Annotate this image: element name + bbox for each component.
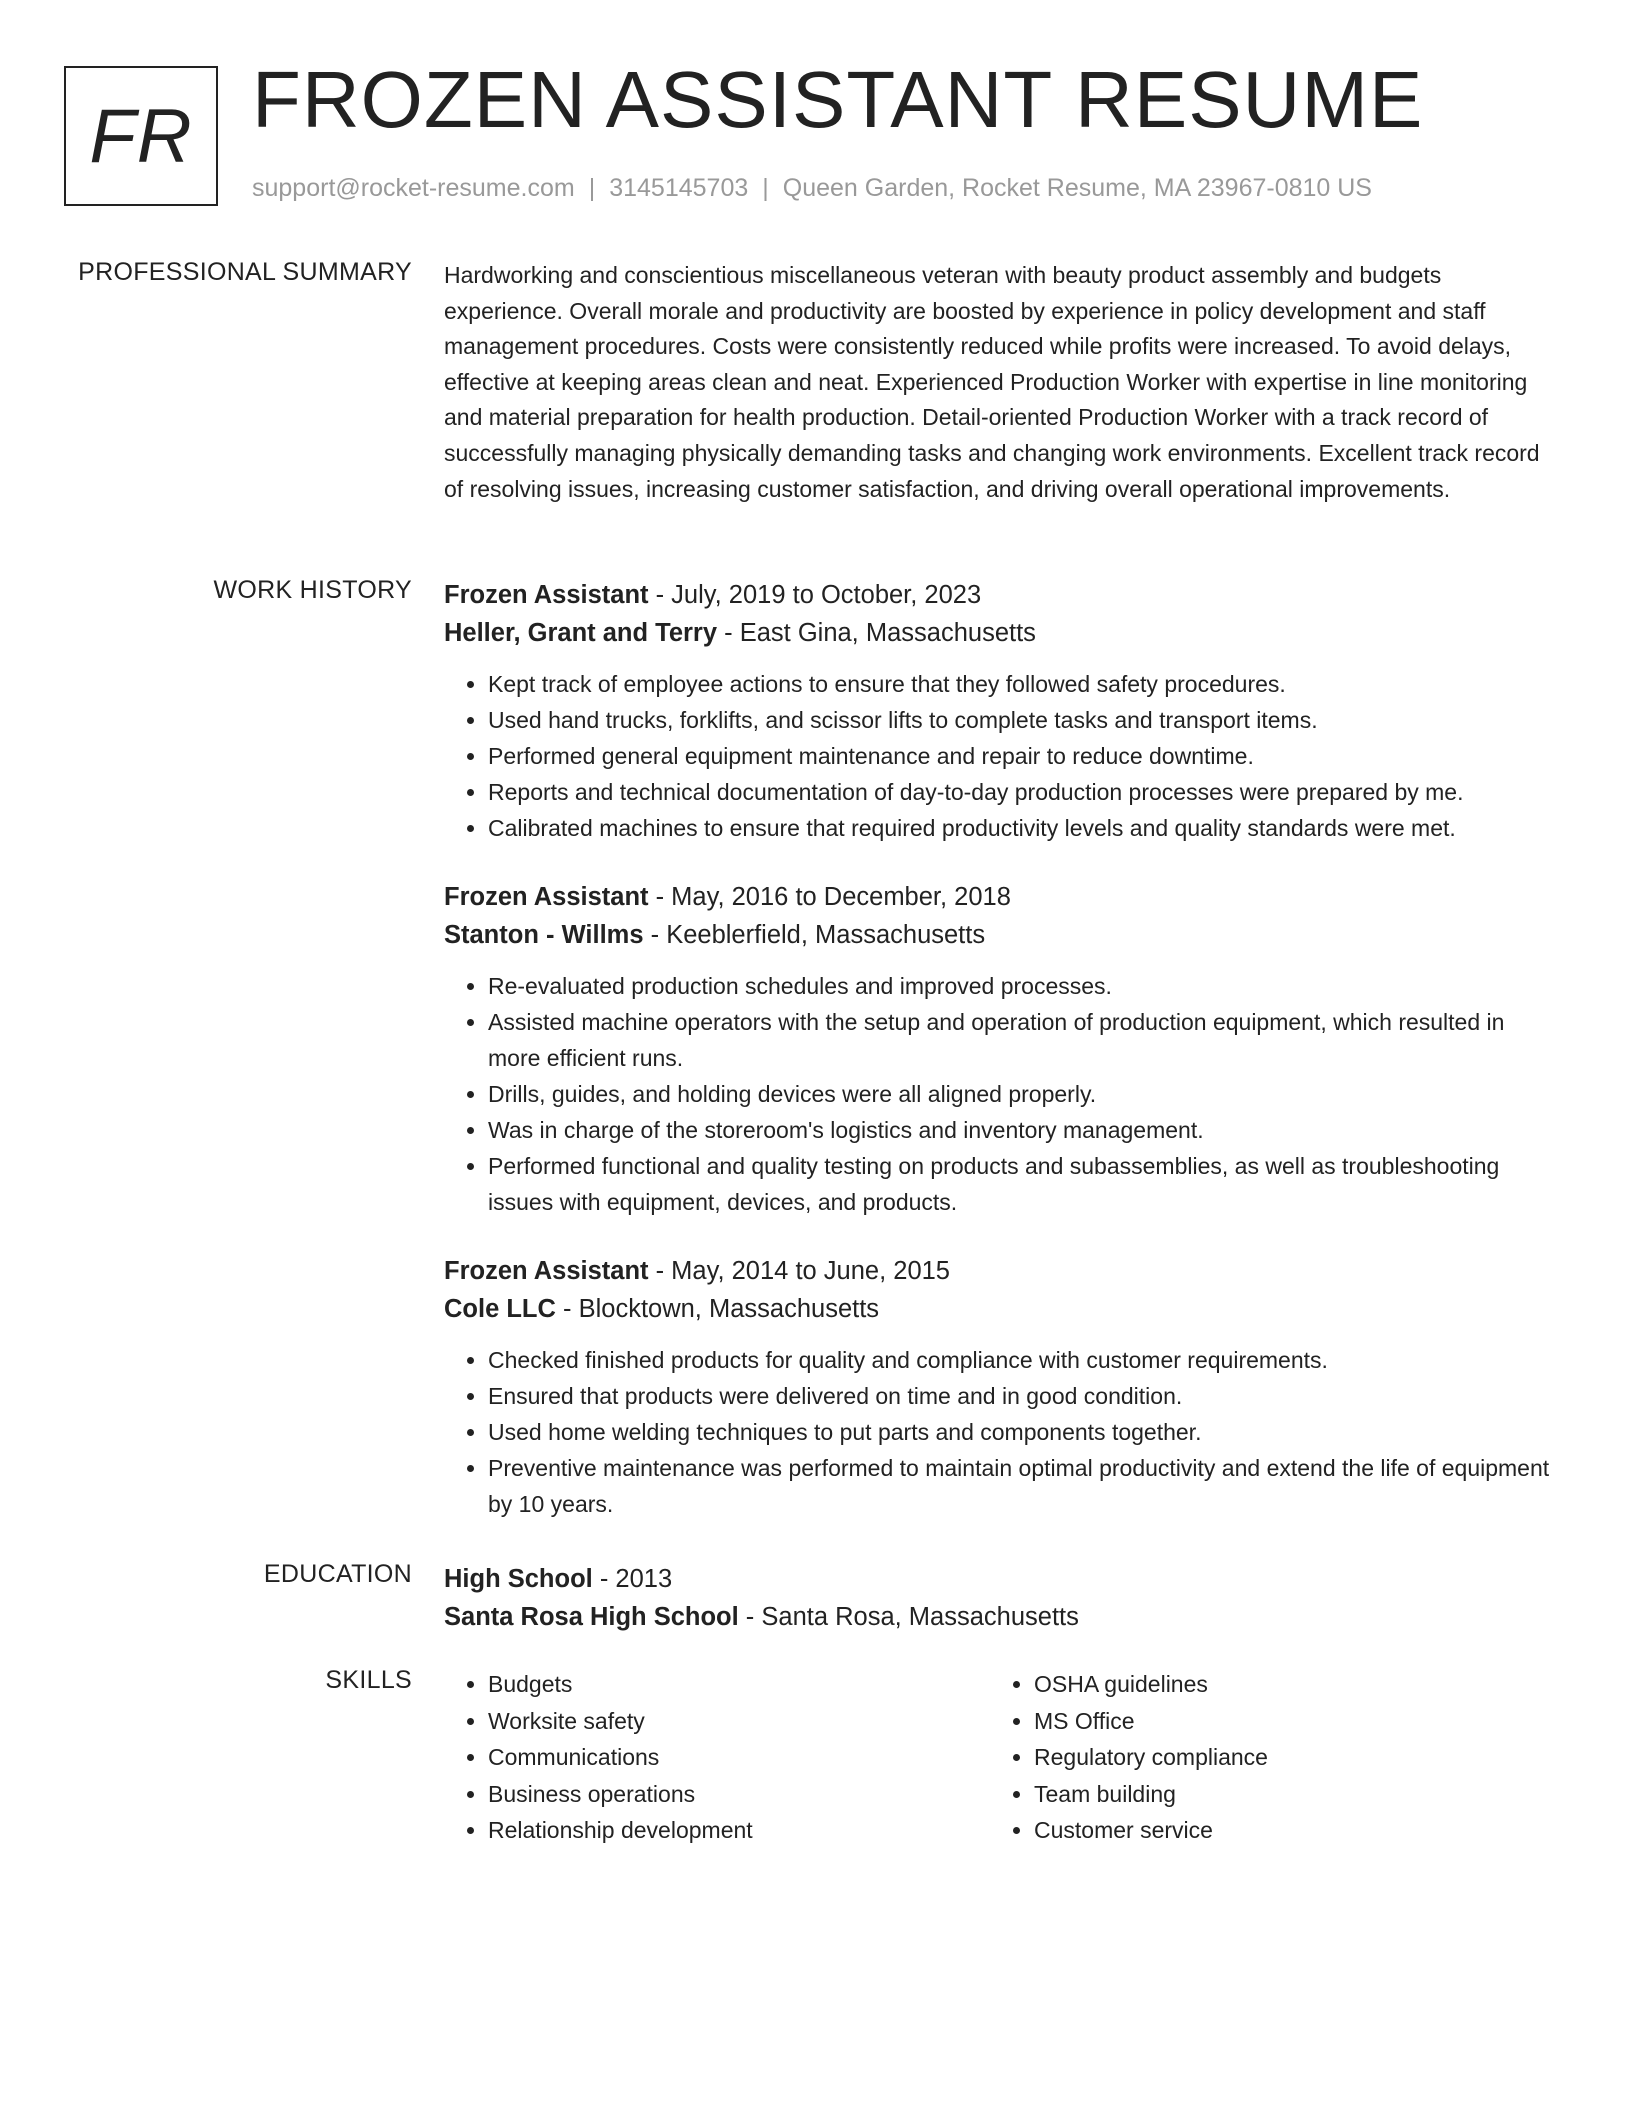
job-company: Heller, Grant and Terry [444,619,718,647]
job-entry [444,1252,1560,1522]
job-bullet: • Preventive maintenance was performed to maintain optimal productivity and extend the life of equipment by 10 years. [488,1450,1560,1522]
skill-item: • Team building [1034,1776,1536,1813]
job-bullet: • Kept track of employee actions to ensure that they followed safety procedures. [488,666,1560,702]
job-title: Frozen Assistant [444,1257,649,1285]
contact-email: support@rocket-resume.com [252,174,575,202]
skill-item: • OSHA guidelines [1034,1666,1536,1703]
job-bullet: • Calibrated machines to ensure that required productivity levels and quality standards were met. [488,810,1560,846]
skill-item: • Worksite safety [488,1703,990,1740]
summary-text: Hardworking and conscientious miscellaneous veteran with beauty product assembly and budgets experience. Overall morale and productivity are boosted by experience in policy development and staff management procedures. Costs were consistently reduced while profits were increased. To avoid delays, effective at keeping areas clean and neat. Experienced Production Worker with expertise in line monitoring and material preparation for health production. Detail-oriented Production Worker with a track record of successfully managing physically demanding tasks and changing work environments. Excellent track record of resolving issues, increasing customer satisfaction, and driving overall operational improvements. [444,262,1540,502]
job-company-line [444,614,1560,652]
job-bullets [444,666,1560,846]
skills-list-left [444,1666,990,1849]
contact-line [252,174,1372,203]
skill-item: • Business operations [488,1776,990,1813]
contact-separator: | [762,174,769,202]
job-bullet: • Performed general equipment maintenance and repair to reduce downtime. [488,738,1560,774]
job-dates: - July, 2019 to October, 2023 [648,581,982,609]
job-location: - East Gina, Massachusetts [717,619,1036,647]
section-label-education: EDUCATION [263,1560,412,1588]
job-entry [444,878,1560,1220]
education-degree: High School [444,1565,593,1593]
job-bullet: • Used hand trucks, forklifts, and scissor lifts to complete tasks and transport items. [488,702,1560,738]
job-location: - Keeblerfield, Massachusetts [643,921,986,949]
summary-body [444,258,1560,507]
job-dates: - May, 2014 to June, 2015 [648,1257,950,1285]
job-company-line [444,916,1560,954]
work-history-body [444,576,1560,1554]
job-title: Frozen Assistant [444,581,649,609]
monogram-initials: FR [89,93,193,179]
job-title: Frozen Assistant [444,883,649,911]
job-bullet: • Ensured that products were delivered on time and in good condition. [488,1378,1560,1414]
education-year: - 2013 [592,1565,673,1593]
job-title-line [444,576,1560,614]
skills-body [444,1666,1560,1849]
education-location: - Santa Rosa, Massachusetts [738,1603,1079,1631]
education-body [444,1560,1560,1636]
skill-item: • Communications [488,1739,990,1776]
monogram-box [64,66,218,206]
job-bullet: • Checked finished products for quality and compliance with customer requirements. [488,1342,1560,1378]
job-title-line [444,878,1560,916]
job-entry [444,576,1560,846]
contact-separator: | [588,174,596,202]
skill-item: • Relationship development [488,1812,990,1849]
skill-item: • Regulatory compliance [1034,1739,1536,1776]
section-label-summary: PROFESSIONAL SUMMARY [78,258,412,286]
job-bullets [444,968,1560,1220]
job-company: Cole LLC [444,1295,556,1323]
skill-item: • Budgets [488,1666,990,1703]
contact-phone: 3145145703 [609,174,749,202]
education-degree-line [444,1560,1560,1598]
education-school: Santa Rosa High School [444,1603,739,1631]
job-bullet: • Used home welding techniques to put parts and components together. [488,1414,1560,1450]
job-bullet: • Was in charge of the storeroom's logistics and inventory management. [488,1112,1560,1148]
section-label-work-history: WORK HISTORY [213,576,412,604]
job-company: Stanton - Willms [444,921,644,949]
job-dates: - May, 2016 to December, 2018 [648,883,1011,911]
resume-title: FROZEN ASSISTANT RESUME [252,55,1424,144]
job-bullet: • Reports and technical documentation of day-to-day production processes were prepared by me. [488,774,1560,810]
job-bullets [444,1342,1560,1522]
skills-list-right [990,1666,1536,1849]
contact-address: Queen Garden, Rocket Resume, MA 23967-0810 US [782,174,1372,202]
education-school-line [444,1598,1560,1636]
skill-item: • MS Office [1034,1703,1536,1740]
job-bullet: • Drills, guides, and holding devices were all aligned properly. [488,1076,1560,1112]
job-title-line [444,1252,1560,1290]
job-bullet: • Assisted machine operators with the setup and operation of production equipment, which resulted in more efficient runs. [488,1004,1560,1076]
skill-item: • Customer service [1034,1812,1536,1849]
job-company-line [444,1290,1560,1328]
job-bullet: • Performed functional and quality testing on products and subassemblies, as well as troubleshooting issues with equipment, devices, and products. [488,1148,1560,1220]
job-bullet: • Re-evaluated production schedules and improved processes. [488,968,1560,1004]
section-label-skills: SKILLS [325,1666,412,1694]
job-location: - Blocktown, Massachusetts [555,1295,880,1323]
